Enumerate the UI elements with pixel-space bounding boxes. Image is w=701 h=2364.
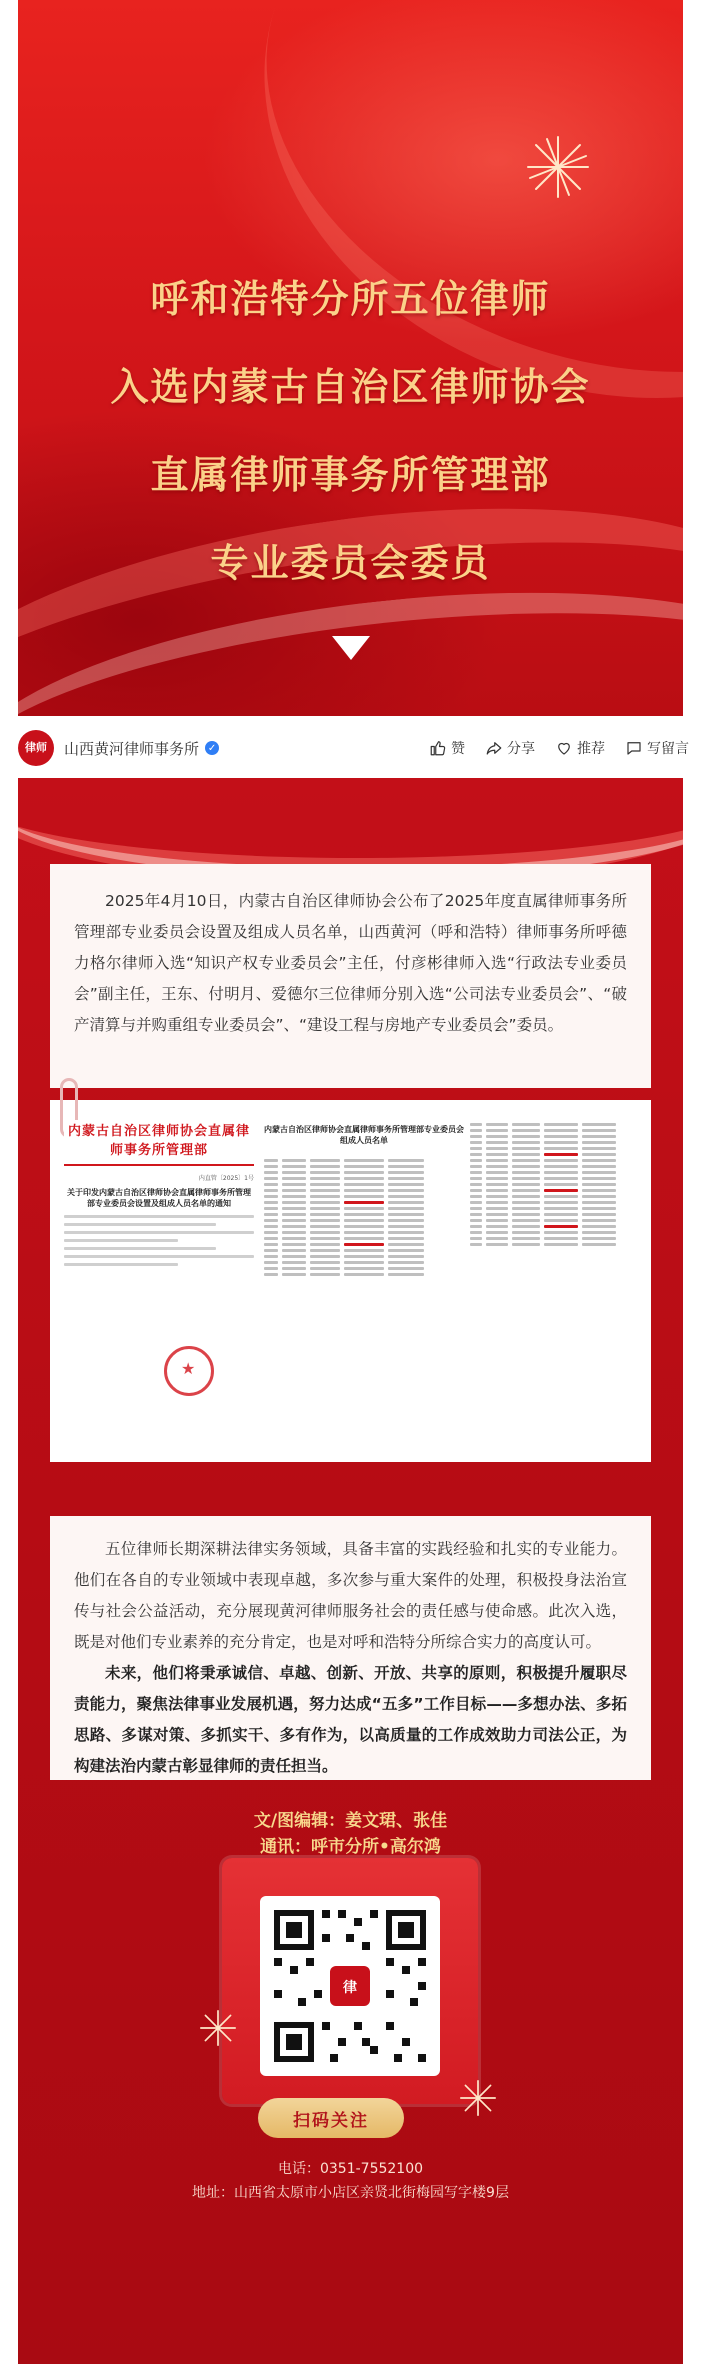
table-row bbox=[470, 1183, 640, 1186]
notice-header: 内蒙古自治区律师协会直属律师事务所管理部 bbox=[67, 1124, 250, 1158]
like-label: 赞 bbox=[451, 741, 465, 757]
recommend-label: 推荐 bbox=[577, 741, 605, 757]
down-arrow-icon bbox=[332, 636, 370, 660]
firework-icon bbox=[198, 2008, 238, 2048]
member-rows bbox=[264, 1156, 464, 1279]
intro-card bbox=[50, 864, 651, 1088]
text-line bbox=[64, 1247, 216, 1250]
table-row bbox=[470, 1147, 640, 1150]
table-row bbox=[470, 1195, 640, 1198]
firework-icon bbox=[523, 132, 593, 202]
table-row bbox=[470, 1141, 640, 1144]
table-row bbox=[470, 1171, 640, 1174]
table-row bbox=[264, 1219, 464, 1222]
table-row bbox=[264, 1201, 464, 1204]
text-line bbox=[64, 1215, 254, 1218]
table-row bbox=[470, 1159, 640, 1162]
heart-icon bbox=[555, 739, 573, 757]
qr-code-icon bbox=[260, 1896, 440, 2076]
avatar[interactable] bbox=[18, 730, 54, 766]
document-image bbox=[50, 1100, 651, 1462]
body-card bbox=[50, 1516, 651, 1780]
text-line bbox=[64, 1239, 178, 1242]
member-list-title: 内蒙古自治区律师协会直属律师事务所管理部专业委员会组成人员名单 bbox=[264, 1125, 464, 1145]
avatar-label: 律师 bbox=[25, 741, 47, 754]
table-row bbox=[470, 1213, 640, 1216]
table-row bbox=[470, 1231, 640, 1234]
table-row bbox=[264, 1177, 464, 1180]
table-row bbox=[470, 1237, 640, 1240]
share-button[interactable] bbox=[485, 738, 535, 758]
table-row bbox=[264, 1207, 464, 1210]
share-label: 分享 bbox=[507, 741, 535, 757]
text-line bbox=[64, 1231, 254, 1234]
table-row bbox=[264, 1231, 464, 1234]
notice-page bbox=[64, 1120, 254, 1420]
verified-icon: ✓ bbox=[205, 741, 219, 755]
member-list-page-2 bbox=[470, 1120, 640, 1440]
text-line bbox=[64, 1263, 178, 1266]
like-button[interactable] bbox=[429, 738, 465, 758]
official-seal bbox=[164, 1346, 214, 1396]
table-row bbox=[264, 1237, 464, 1240]
qr-code[interactable] bbox=[260, 1896, 440, 2076]
qr-card bbox=[222, 1858, 478, 2104]
body-paragraph-1: 五位律师长期深耕法律实务领域，具备丰富的实践经验和扎实的专业能力。他们在各自的专业领域中表现卓越，多次参与重大案件的处理，积极投身法治宣传与社会公益活动，充分展现黄河律师服务社会的责任感与使命感。此次入选，既是对他们专业素养的充分肯定，也是对呼和浩特分所综合实力的高度认可。 bbox=[74, 1540, 627, 1651]
notice-title: 关于印发内蒙古自治区律师协会直属律师事务所管理部专业委员会设置及组成人员名单的通知 bbox=[67, 1188, 251, 1208]
table-row bbox=[264, 1165, 464, 1168]
table-row bbox=[264, 1261, 464, 1264]
hero-title-line-2: 入选内蒙古自治区律师协会 bbox=[110, 365, 591, 409]
table-row bbox=[470, 1207, 640, 1210]
table-row bbox=[264, 1171, 464, 1174]
share-icon bbox=[485, 739, 503, 757]
correspondent-credit: 通讯：呼市分所•高尔鸿 bbox=[260, 1837, 441, 1857]
hero-banner bbox=[18, 0, 683, 716]
table-row bbox=[470, 1177, 640, 1180]
table-row bbox=[470, 1225, 640, 1228]
hero-title-line-4: 专业委员会委员 bbox=[210, 541, 491, 585]
action-bar bbox=[429, 738, 689, 758]
table-row bbox=[470, 1123, 640, 1126]
table-row bbox=[470, 1153, 640, 1156]
table-row bbox=[470, 1165, 640, 1168]
hero-title-line-3: 直属律师事务所管理部 bbox=[150, 453, 551, 497]
table-row bbox=[264, 1183, 464, 1186]
table-row bbox=[264, 1225, 464, 1228]
hero-title-line-1: 呼和浩特分所五位律师 bbox=[150, 277, 551, 321]
account-bar bbox=[0, 718, 701, 778]
table-row bbox=[264, 1267, 464, 1270]
table-row bbox=[470, 1201, 640, 1204]
comment-button[interactable] bbox=[625, 738, 689, 758]
table-row bbox=[264, 1159, 464, 1162]
table-row bbox=[264, 1195, 464, 1198]
thumbs-up-icon bbox=[429, 739, 447, 757]
table-row bbox=[264, 1249, 464, 1252]
table-row bbox=[470, 1219, 640, 1222]
text-line bbox=[64, 1255, 254, 1258]
table-row bbox=[264, 1273, 464, 1276]
table-row bbox=[264, 1189, 464, 1192]
hero-decoration bbox=[190, 0, 683, 485]
table-row bbox=[264, 1243, 464, 1246]
contact-address: 地址：山西省太原市小店区亲贤北街梅园写字楼9层 bbox=[192, 2185, 509, 2201]
account-name[interactable]: 山西黄河律师事务所 bbox=[64, 740, 200, 758]
table-row bbox=[470, 1129, 640, 1132]
text-line bbox=[64, 1223, 216, 1226]
red-rule bbox=[64, 1164, 254, 1166]
contact-phone: 电话：0351-7552100 bbox=[277, 2161, 424, 2177]
table-row bbox=[470, 1135, 640, 1138]
table-row bbox=[470, 1243, 640, 1246]
comment-icon bbox=[625, 739, 643, 757]
editor-credit: 文/图编辑：姜文珺、张佳 bbox=[253, 1811, 448, 1831]
member-rows bbox=[470, 1120, 640, 1249]
firework-icon bbox=[458, 2078, 498, 2118]
body-paragraph-2: 未来，他们将秉承诚信、卓越、创新、开放、共享的原则，积极提升履职尽责能力，聚焦法律事业发展机遇，努力达成“五多”工作目标——多想办法、多拓思路、多谋对策、多抓实干、多有作为，以高质量的工作成效助力司法公正，为构建法治内蒙古彰显律师的责任担当。 bbox=[74, 1664, 627, 1775]
scan-follow-button[interactable]: 扫码关注 bbox=[258, 2098, 404, 2138]
recommend-button[interactable] bbox=[555, 738, 605, 758]
table-row bbox=[264, 1213, 464, 1216]
svg-text:律: 律 bbox=[343, 1980, 357, 1996]
intro-paragraph: 2025年4月10日，内蒙古自治区律师协会公布了2025年度直属律师事务所管理部专业委员会设置及组成人员名单，山西黄河（呼和浩特）律师事务所呼德力格尔律师入选“知识产权专业委员会”主任，付彦彬律师入选“行政法专业委员会”副主任，王东、付明月、爱德尔三位律师分别入选“公司法专业委员会”、“破产清算与并购重组专业委员会”、“建设工程与房地产专业委员会”委员。 bbox=[74, 892, 627, 1034]
notice-number: 内直管〔2025〕1号 bbox=[198, 1175, 254, 1182]
member-list-page-1 bbox=[264, 1120, 464, 1440]
table-row bbox=[470, 1189, 640, 1192]
article-body bbox=[18, 778, 683, 2364]
comment-label: 写留言 bbox=[647, 741, 689, 757]
table-row bbox=[264, 1255, 464, 1258]
